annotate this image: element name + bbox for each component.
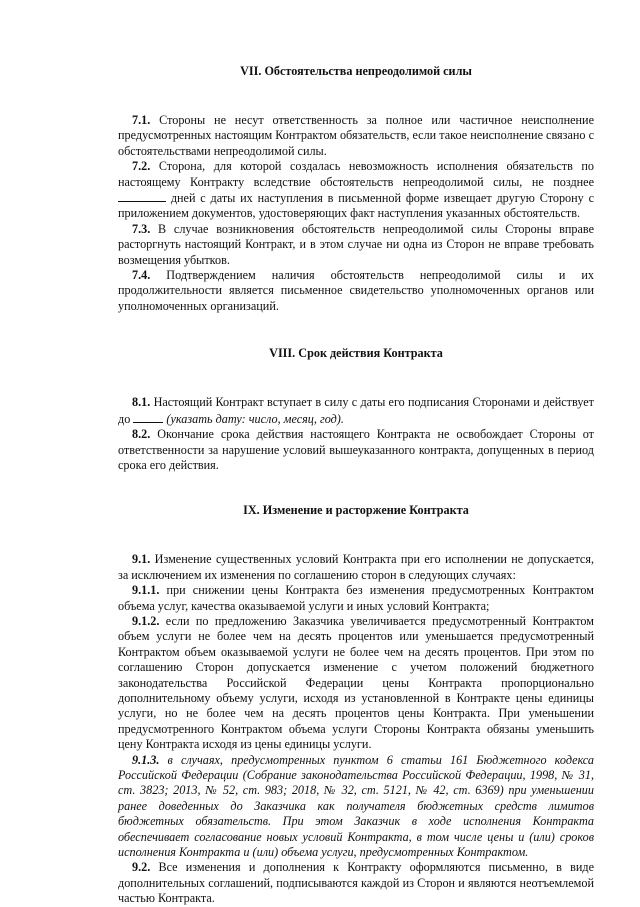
clause-7-2 — [118, 159, 594, 222]
clause-text: Настоящий Контракт вступает в силу с даты его подписания Сторонами и действует до — [118, 395, 594, 426]
clause-9-1 — [118, 552, 594, 583]
section-title-ix: IX. Изменение и расторжение Контракта — [243, 503, 469, 518]
clause-number: 9.1.2. — [132, 613, 160, 628]
clause-9-2 — [118, 860, 594, 906]
clause-text: В случае возникновения обстоятельств непреодолимой силы Стороны вправе расторгнуть настоящий Контракт, и в этом случае ни одна из Сторон не вправе требовать возмещения убытков. — [118, 221, 594, 267]
clause-text-continued: дней с даты их наступления в письменной форме извещает другую Сторону с приложением документов, удостоверяющих факт наступления указанных обстоятельств. — [118, 191, 594, 221]
clause-number: 7.3. — [132, 221, 151, 236]
clause-text: Окончание срока действия настоящего Контракта не освобождает Стороны от ответственности за нарушение условий вышеуказанного контракта, допущенных в период срока его действия. — [118, 427, 594, 472]
fill-in-blank[interactable] — [133, 411, 163, 423]
clause-number: 8.2. — [132, 427, 151, 442]
clause-number: 9.1.3. — [132, 752, 160, 767]
clause-text: при снижении цены Контракта без изменения предусмотренных Контрактом объема услуг, качества оказываемой услуги и иных условий Контракта; — [118, 583, 594, 613]
clause-text: Стороны не несут ответственность за полное или частичное неисполнение предусмотренных настоящим Контрактом обязательств, если такое неисполнение связано с обстоятельствами непреодолимой силы. — [118, 113, 594, 158]
clause-text: Подтверждением наличия обстоятельств непреодолимой силы и их продолжительности является письменное свидетельство уполномоченных органов или уполномоченных организаций. — [118, 268, 594, 313]
clause-9-1-3 — [118, 753, 594, 861]
section-vii-body — [118, 113, 594, 314]
clause-7-3 — [118, 222, 594, 268]
section-title-viii: VIII. Срок действия Контракта — [269, 346, 443, 361]
clause-number: 9.2. — [132, 860, 151, 875]
clause-number: 7.1. — [132, 113, 151, 127]
clause-number: 9.1.1. — [132, 583, 160, 598]
clause-hint: (указать дату: число, месяц, год). — [163, 411, 344, 426]
clause-text: Изменение существенных условий Контракта при его исполнении не допускается, за исключением их изменения по соглашению сторон в следующих случаях: — [118, 552, 594, 582]
clause-number: 9.1. — [132, 552, 151, 567]
clause-text: Сторона, для которой создалась невозможность исполнения обязательств по настоящему Контракту вследствие обстоятельств непреодолимой силы, не позднее — [118, 159, 594, 189]
clause-9-1-1 — [118, 583, 594, 614]
clause-8-2 — [118, 427, 594, 473]
clause-number: 8.1. — [132, 395, 151, 410]
clause-8-1 — [118, 395, 594, 427]
clause-text: если по предложению Заказчика увеличивается предусмотренный Контрактом объем услуги не более чем на десять процентов или уменьшается предусмотренный Контрактом объем оказываемой услуги не более чем на десять процентов. При этом по соглашению Сторон допускается изменение с учетом положений бюджетного законодательства Российской Федерации цены Контракта пропорционально дополнительному объему услуги, исходя из установленной в Контракте цены единицы услуги, но не более чем на десять процентов цены Контракта. При уменьшении предусмотренного Контрактом объема услуги Стороны Контракта обязаны уменьшить цену Контракта исходя из цены единицы услуги. — [118, 613, 594, 752]
clause-number: 7.4. — [132, 268, 151, 283]
section-ix-body — [118, 552, 594, 906]
section-title-vii: VII. Обстоятельства непреодолимой силы — [240, 64, 472, 78]
clause-number: 7.2. — [132, 159, 151, 174]
section-viii-body — [118, 395, 594, 473]
clause-text: в случаях, предусмотренных пунктом 6 статьи 161 Бюджетного кодекса Российской Федерации (Собрание законодательства Российской Федерации, 1998, № 31, ст. 3823; 2013, № 52, ст. 983; 2018, № 32, ст. 5121, № 42, ст. 6369) при уменьшении ранее доведенных до Заказчика как получателя бюджетных средств лимитов бюджетных обязательств. При этом Заказчик в ходе исполнения Контракта обеспечивает согласование новых условий Контракта, в том числе цены и (или) сроков исполнения Контракта и (или) объема услуги, предусмотренных Контрактом. — [118, 752, 594, 860]
clause-text: Все изменения и дополнения к Контракту оформляются письменно, в виде дополнительных соглашений, подписываются каждой из Сторон и являются неотъемлемой частью Контракта. — [118, 860, 594, 906]
fill-in-blank[interactable] — [118, 190, 166, 202]
clause-7-4 — [118, 268, 594, 314]
clause-7-1 — [118, 113, 594, 159]
clause-9-1-2 — [118, 614, 594, 753]
